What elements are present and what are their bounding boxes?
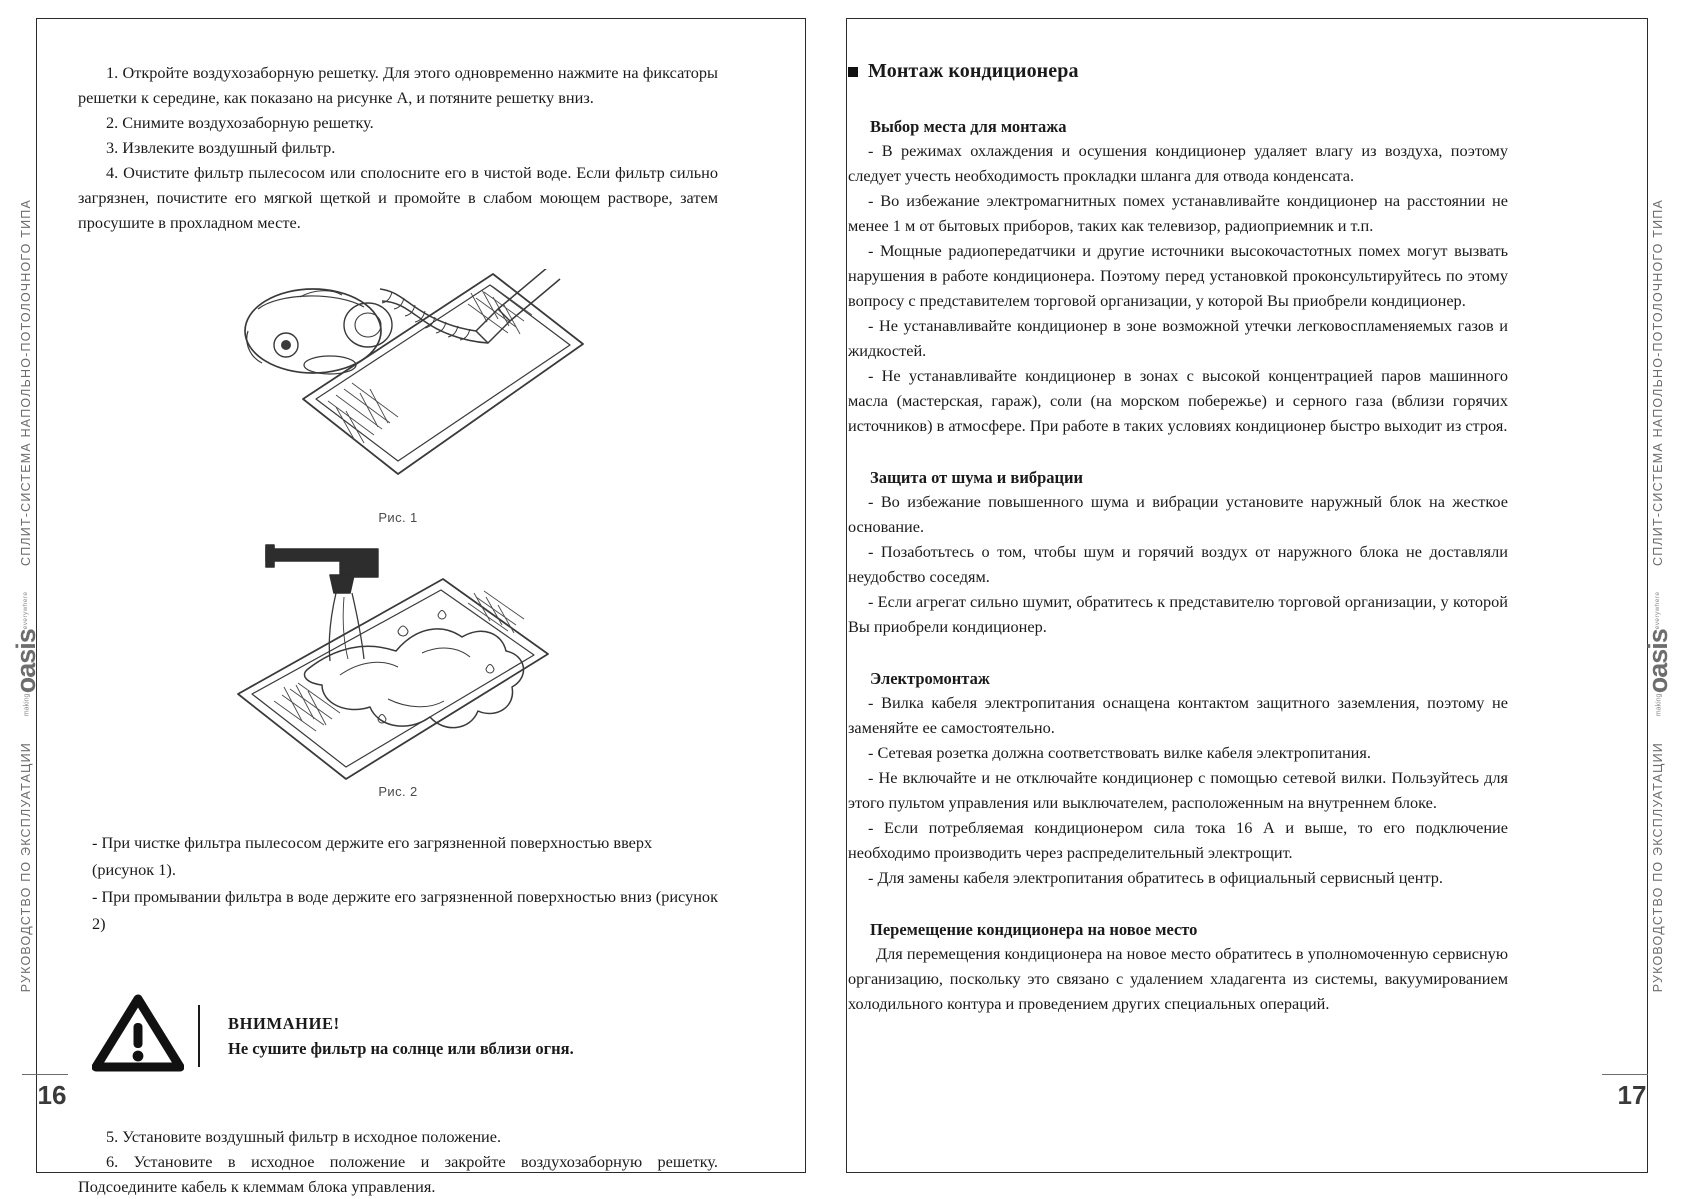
left-step-2: 2. Снимите воздухозаборную решетку. [106,113,374,132]
warning-triangle-icon [92,993,184,1078]
noise-protection-para-1: - Во избежание повышенного шума и вибрации установите наружный блок на жесткое основание. [848,492,1508,536]
place-selection-para-2: - Во избежание электромагнитных помех устанавливайте кондиционер на расстоянии не менее 1 м от бытовых приборов, таких как телевизор, радиоприемник и т.п. [848,191,1508,235]
warning-divider [198,1005,200,1067]
figure-note-1: - При чистке фильтра пылесосом держите его загрязненной поверхностью вверх (рисунок 1). [92,833,653,879]
figure-2 [78,519,718,819]
left-spine-product-label: СПЛИТ-СИСТЕМА НАПОЛЬНО-ПОТОЛОЧНОГО ТИПА [19,198,33,566]
logo-sub-text: everywhere [1653,591,1661,630]
left-page-number [22,1074,82,1111]
electrical-para-5: - Для замены кабеля электропитания обратитесь в официальный сервисный центр. [868,868,1443,887]
warning-text [228,1011,574,1061]
spacer [848,639,1508,669]
figure-note-2: - При промывании фильтра в воде держите его загрязненной поверхностью вниз (рисунок 2) [92,887,718,933]
left-spine-logo [10,591,41,717]
left-step-6: 6. Установите в исходное положение и закройте воздухозаборную решетку. Подсоедините кабель к клеммам блока управления. [78,1152,718,1196]
electrical-para-4: - Если потребляемая кондиционером сила тока 16 А и выше, то его подключение необходимо производить через распределительный электрощит. [848,818,1508,862]
electrical-para-1: - Вилка кабеля электропитания оснащена контактом защитного заземления, поэтому не заменяйте ее самостоятельно. [848,693,1508,737]
spacer [848,438,1508,468]
spacer [848,890,1508,920]
left-step-5: 5. Установите воздушный фильтр в исходное положение. [106,1127,502,1146]
right-page-number-text: 17 [1617,1080,1647,1110]
electrical-para-3: - Не включайте и не отключайте кондиционер с помощью сетевой вилки. Пользуйтесь для этого пультом управления или выключателем, расположенным на внутреннем блоке. [848,768,1508,812]
right-spine-manual-label: РУКОВОДСТВО ПО ЭКСПЛУАТАЦИИ [1651,742,1665,993]
page-number-rule [22,1074,68,1075]
relocation-para-1: Для перемещения кондиционера на новое место обратитесь в уполномоченную сервисную организацию, поскольку это связано с удалением хладагента из системы, вакуумированием холодильного контура и проведением других специальных операций. [848,944,1508,1013]
page-number-rule [1602,1074,1648,1075]
left-step-1: 1. Откройте воздухозаборную решетку. Для этого одновременно нажмите на фиксаторы решетки к середине, как показано на рисунке А, и потяните решетку вниз. [78,63,718,107]
noise-protection-para-3: - Если агрегат сильно шумит, обратитесь к представителю торговой организации, у которой Вы приобрели кондиционер. [848,592,1508,636]
logo-sup-text: making [23,693,30,717]
subsection-heading-electrical: Электромонтаж [870,669,990,688]
filter-water-rinse-illustration [78,519,718,789]
logo-word-text: oasis [10,629,41,694]
square-bullet-icon [848,67,858,77]
figure-2-caption: Рис. 2 [378,784,418,799]
place-selection-para-3: - Мощные радиопередатчики и другие источники высокочастотных помех могут вызвать нарушения в работе кондиционера. Поэтому перед установкой проконсультируйтесь по этому вопросу с представителем торговой организации, у которой Вы приобрели кондиционер. [848,241,1508,310]
left-page-number-text: 16 [37,1080,67,1110]
right-column [848,60,1508,1016]
subsection-heading-noise-protection: Защита от шума и вибрации [870,468,1084,487]
warning-box [78,993,718,1078]
section-title-text: Монтаж кондиционера [868,60,1079,82]
electrical-para-2: - Сетевая розетка должна соответствовать вилке кабеля электропитания. [868,743,1371,762]
figure-1 [78,269,718,529]
logo-word-text: oasis [1642,629,1673,694]
place-selection-para-5: - Не устанавливайте кондиционер в зонах с высокой концентрацией паров машинного масла (мастерская, гараж), соли (на морском побережье) и серного газа (вблизи горячих источников) в атмосфере. При работе в таких условиях кондиционер быстро выходит из строя. [848,366,1508,435]
warning-title: ВНИМАНИЕ! [228,1013,340,1033]
left-spine-manual-label: РУКОВОДСТВО ПО ЭКСПЛУАТАЦИИ [19,742,33,993]
place-selection-para-1: - В режимах охлаждения и осушения кондиционер удаляет влагу из воздуха, поэтому следует учесть необходимость прокладки шланга для отвода конденсата. [848,141,1508,185]
subsection-heading-place-selection: Выбор места для монтажа [870,117,1067,136]
noise-protection-para-2: - Позаботьтесь о том, чтобы шум и горячий воздух от наружного блока не доставляли неудобство соседям. [848,542,1508,586]
logo-sub-text: everywhere [21,591,29,630]
left-spine [0,0,52,1191]
warning-body: Не сушите фильтр на солнце или вблизи огня. [228,1038,574,1058]
figure-group [78,269,718,829]
right-spine-product-label: СПЛИТ-СИСТЕМА НАПОЛЬНО-ПОТОЛОЧНОГО ТИПА [1651,198,1665,566]
right-spine-logo [1642,591,1673,717]
left-step-4: 4. Очистите фильтр пылесосом или сполосните его в чистой воде. Если фильтр сильно загрязнен, почистите его мягкой щеткой и промойте в слабом моющем растворе, затем просушите в прохладном месте. [78,163,718,232]
spacer [78,1078,718,1124]
figure-1-caption: Рис. 1 [378,510,418,525]
place-selection-para-4: - Не устанавливайте кондиционер в зоне возможной утечки легковоспламеняемых газов и жидкостей. [848,316,1508,360]
vacuum-cleaner-filter-illustration [78,269,718,509]
subsection-heading-relocation: Перемещение кондиционера на новое место [870,920,1198,939]
right-spine [1632,0,1684,1191]
right-page-number [1602,1074,1662,1111]
left-column [78,60,718,1199]
section-title [848,60,1508,83]
logo-sup-text: making [1655,693,1662,717]
left-step-3: 3. Извлеките воздушный фильтр. [106,138,336,157]
